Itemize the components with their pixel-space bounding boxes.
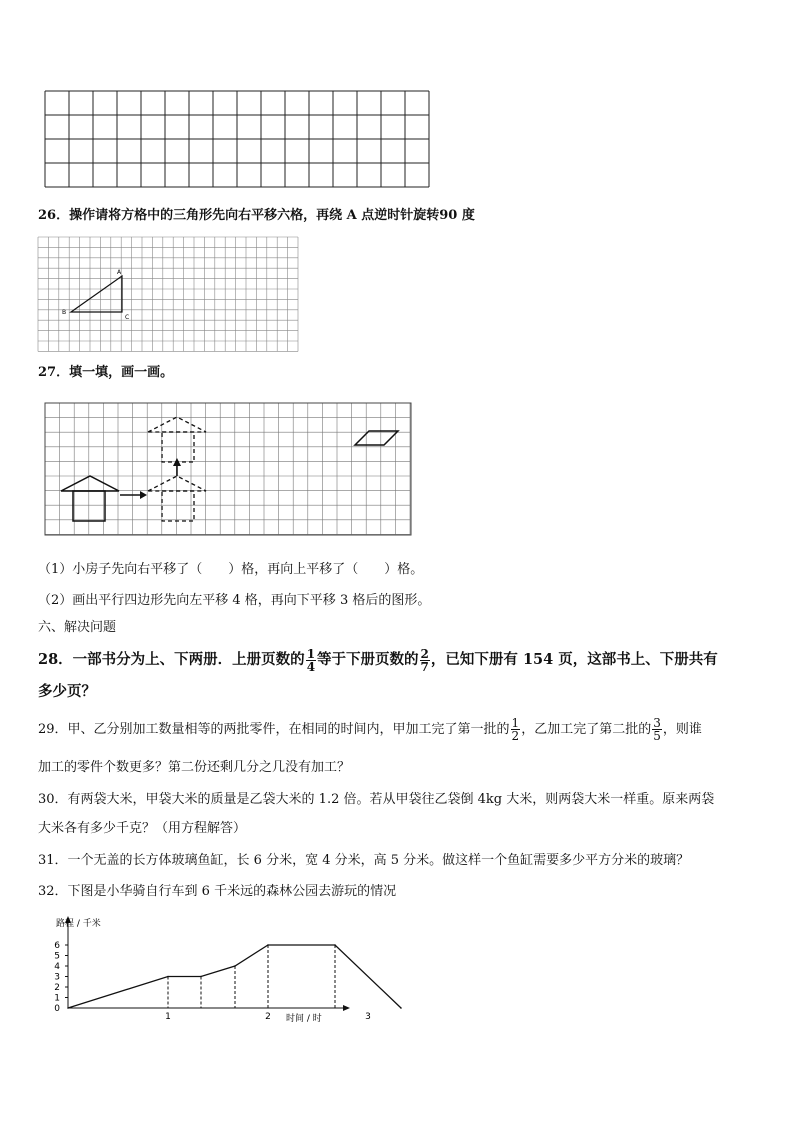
- arrow-up-icon: [173, 458, 181, 476]
- q28-part2: 等于下册页数的: [317, 651, 419, 668]
- question-30-line2: 大米各有多少千克？（用方程解答）: [38, 821, 247, 836]
- question-28-line2: 多少页？: [38, 683, 96, 700]
- y-axis-label: 路程 / 千米: [56, 919, 101, 929]
- fraction-1-2: $\frac{1}{2}$: [511, 716, 520, 743]
- question-27-text: 27．填一填，画一画。: [38, 365, 174, 380]
- question-27-sub1: （1）小房子先向右平移了（ ）格，再向上平移了（ ）格。: [38, 562, 424, 577]
- point-a-label: A: [117, 269, 122, 276]
- data-point: [167, 976, 169, 978]
- x-tick-3: 3: [365, 1012, 371, 1022]
- q29-part2: ，乙加工完了第二批的: [521, 722, 652, 737]
- q27-grid-figure: [43, 400, 413, 538]
- fraction-3-5: $\frac{3}{5}$: [653, 716, 661, 743]
- q26-grid-figure: [37, 236, 302, 356]
- y-tick-1: 1: [54, 993, 60, 1004]
- data-point: [200, 976, 202, 978]
- parallelogram: [355, 431, 398, 445]
- q28-part1: 28．一部书分为上、下两册．上册页数的: [38, 651, 305, 668]
- data-point: [267, 944, 269, 946]
- question-27-sub2: （2）画出平行四边形先向左平移 4 格，再向下平移 3 格后的图形。: [38, 593, 431, 608]
- blank-answer-grid: [44, 90, 444, 190]
- house-moved-right: [148, 476, 206, 521]
- fraction-2-7: $\frac{2}{7}$: [420, 646, 429, 674]
- question-31-text: 31．一个无盖的长方体玻璃鱼缸，长 6 分米，宽 4 分米，高 5 分米。做这样一个鱼缸需要多少平方分米的玻璃？: [38, 853, 690, 868]
- house-moved-up: [148, 417, 206, 462]
- y-tick-2: 2: [54, 983, 60, 993]
- y-tick-4: 4: [54, 962, 60, 972]
- q29-part3: ，则谁: [662, 722, 702, 737]
- q29-part1: 29．甲、乙分别加工数量相等的两批零件，在相同的时间内，甲加工完了第一批的: [38, 722, 510, 737]
- question-32-text: 32．下图是小华骑自行车到 6 千米远的森林公园去游玩的情况: [38, 884, 397, 899]
- point-c-label: C: [125, 314, 130, 321]
- data-point: [234, 965, 236, 967]
- section-heading: 六、解决问题: [38, 620, 117, 635]
- triangle-abc: [71, 276, 122, 312]
- y-tick-0: 0: [54, 1004, 60, 1014]
- y-tick-6: 6: [54, 941, 60, 951]
- arrow-right-icon: [120, 491, 147, 499]
- x-axis-label: 时间 / 时: [286, 1014, 322, 1024]
- y-tick-3: 3: [54, 972, 60, 983]
- data-point: [400, 1007, 402, 1009]
- question-29-line2: 加工的零件个数更多？第二份还剩几分之几没有加工？: [38, 760, 351, 775]
- data-point: [334, 944, 336, 946]
- q28-part3: ，已知下册有 154 页，这部书上、下册共有: [430, 651, 718, 668]
- y-tick-5: 5: [54, 951, 60, 962]
- data-point: [67, 1007, 69, 1009]
- point-b-label: B: [62, 309, 67, 316]
- distance-time-chart: [38, 913, 371, 1028]
- house-original: [61, 476, 119, 521]
- x-tick-2: 2: [265, 1012, 271, 1022]
- question-28-line1: [38, 646, 718, 674]
- fraction-1-4: $\frac{1}{4}$: [306, 646, 316, 674]
- question-29-line1: [38, 715, 702, 745]
- x-tick-1: 1: [165, 1012, 171, 1022]
- question-26-text: 26．操作请将方格中的三角形先向右平移六格，再绕 A 点逆时针旋转90 度: [38, 208, 475, 223]
- question-30-line1: 30．有两袋大米，甲袋大米的质量是乙袋大米的 1.2 倍。若从甲袋往乙袋倒 4kg 大米，则两袋大米一样重。原来两袋: [38, 792, 715, 807]
